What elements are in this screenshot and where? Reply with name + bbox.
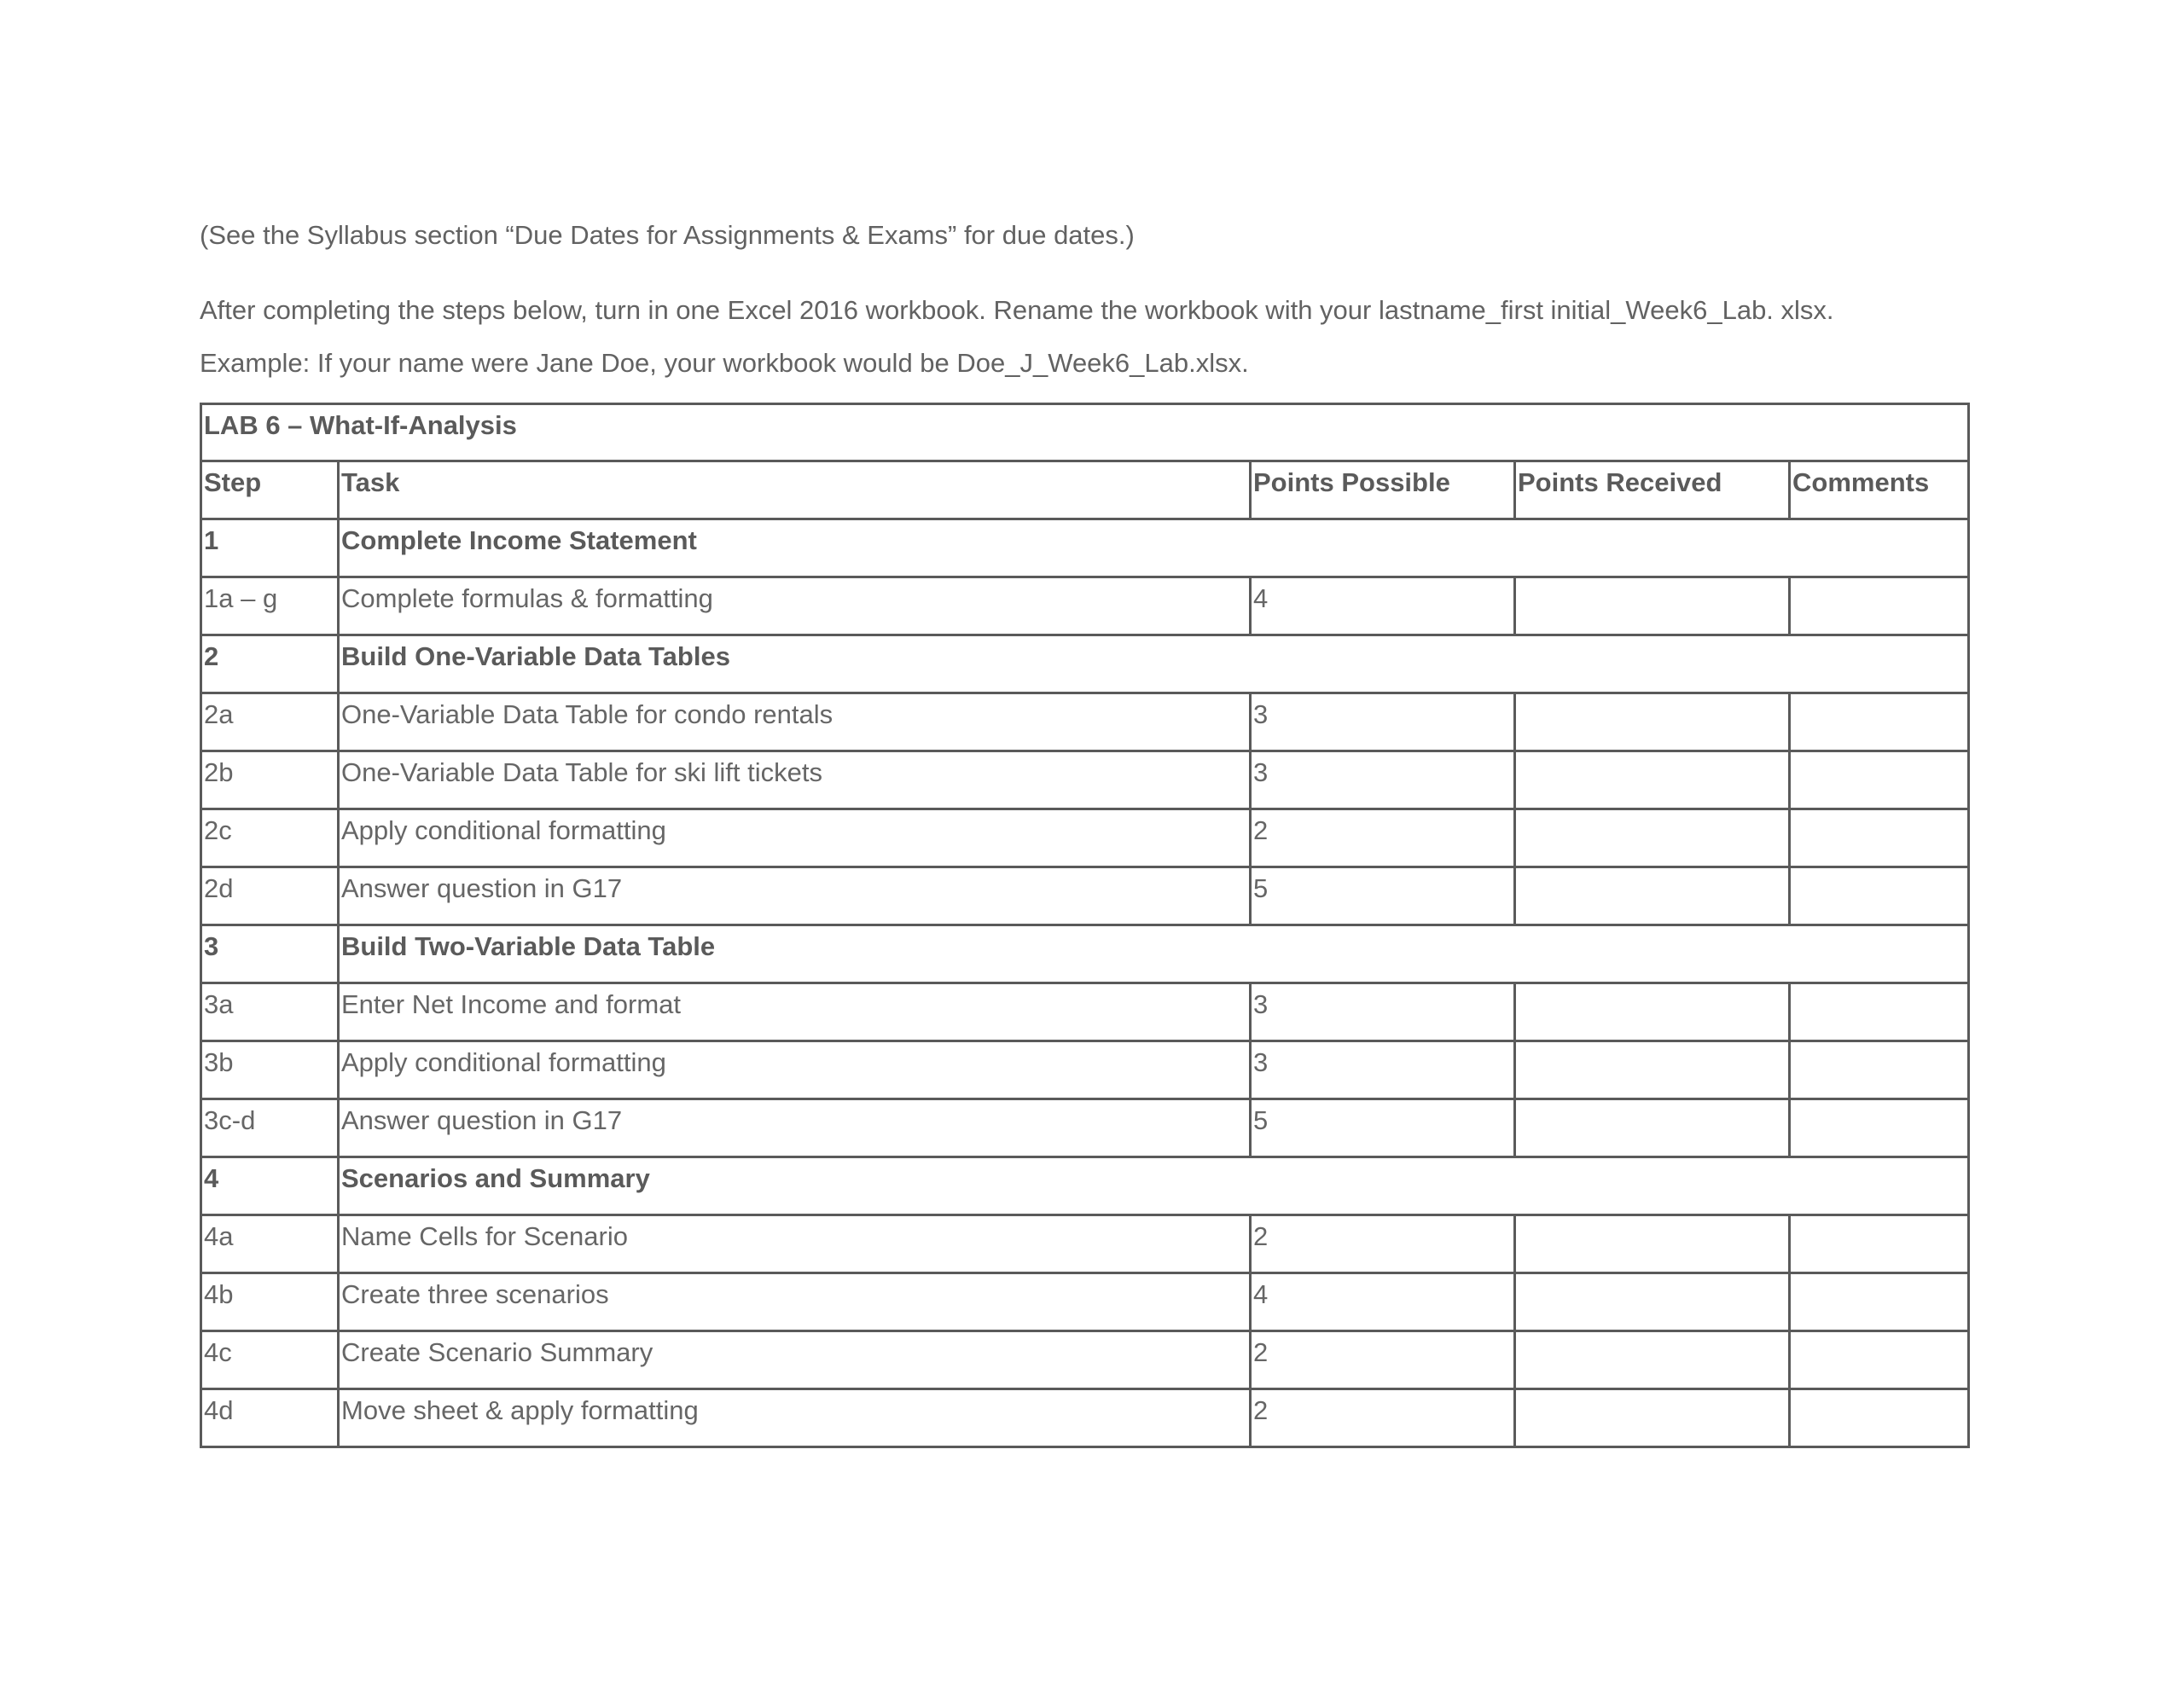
header-points-possible: Points Possible bbox=[1253, 467, 1450, 497]
header-comments: Comments bbox=[1792, 467, 1930, 497]
section-title: Build One-Variable Data Tables bbox=[341, 641, 730, 671]
points-received-cell bbox=[1515, 1215, 1790, 1273]
task-description-cell bbox=[339, 1389, 1251, 1447]
task-description: Create Scenario Summary bbox=[341, 1337, 653, 1367]
task-step: 3c-d bbox=[204, 1105, 256, 1135]
points-possible-cell bbox=[1251, 1389, 1515, 1447]
points-possible: 2 bbox=[1253, 1221, 1269, 1251]
section-row bbox=[201, 519, 1969, 577]
filename-example: Example: If your name were Jane Doe, your workbook would be Doe_J_Week6_Lab.xlsx. bbox=[200, 348, 1249, 378]
task-row bbox=[201, 983, 1969, 1041]
task-description-cell bbox=[339, 867, 1251, 925]
rubric-header-row bbox=[201, 461, 1969, 519]
points-received-cell bbox=[1515, 809, 1790, 867]
section-step-cell bbox=[201, 635, 339, 693]
task-step-cell bbox=[201, 1041, 339, 1099]
task-step-cell bbox=[201, 1389, 339, 1447]
points-received-cell bbox=[1515, 577, 1790, 635]
points-received-cell bbox=[1515, 1273, 1790, 1331]
task-description-cell bbox=[339, 1215, 1251, 1273]
points-received-cell bbox=[1515, 867, 1790, 925]
task-description-cell bbox=[339, 1331, 1251, 1389]
task-step-cell bbox=[201, 1215, 339, 1273]
task-row bbox=[201, 867, 1969, 925]
section-row bbox=[201, 635, 1969, 693]
task-step-cell bbox=[201, 1099, 339, 1157]
header-step-cell bbox=[201, 461, 339, 519]
section-title: Build Two-Variable Data Table bbox=[341, 931, 716, 961]
task-row bbox=[201, 751, 1969, 809]
task-description-cell bbox=[339, 983, 1251, 1041]
points-possible-cell bbox=[1251, 577, 1515, 635]
task-row bbox=[201, 1215, 1969, 1273]
points-possible: 2 bbox=[1253, 815, 1269, 845]
header-task: Task bbox=[341, 467, 400, 497]
section-title-cell bbox=[339, 1157, 1969, 1215]
task-row bbox=[201, 1041, 1969, 1099]
points-possible: 3 bbox=[1253, 1047, 1269, 1077]
task-step: 2d bbox=[204, 873, 234, 903]
points-possible: 3 bbox=[1253, 757, 1269, 787]
task-row bbox=[201, 809, 1969, 867]
task-step: 3b bbox=[204, 1047, 234, 1077]
task-description-cell bbox=[339, 1273, 1251, 1331]
task-description: Apply conditional formatting bbox=[341, 815, 666, 845]
points-possible-cell bbox=[1251, 867, 1515, 925]
section-step-cell bbox=[201, 1157, 339, 1215]
task-step-cell bbox=[201, 1273, 339, 1331]
points-received-cell bbox=[1515, 1041, 1790, 1099]
header-points-received-cell bbox=[1515, 461, 1790, 519]
points-possible: 2 bbox=[1253, 1395, 1269, 1425]
task-step: 3a bbox=[204, 989, 234, 1019]
task-description-cell bbox=[339, 751, 1251, 809]
points-received-cell bbox=[1515, 693, 1790, 751]
comments-cell bbox=[1790, 1331, 1969, 1389]
points-possible-cell bbox=[1251, 751, 1515, 809]
task-step-cell bbox=[201, 751, 339, 809]
task-description: One-Variable Data Table for ski lift tickets bbox=[341, 757, 822, 787]
section-title: Complete Income Statement bbox=[341, 525, 697, 555]
points-possible: 4 bbox=[1253, 1279, 1269, 1309]
comments-cell bbox=[1790, 751, 1969, 809]
task-step-cell bbox=[201, 693, 339, 751]
task-row bbox=[201, 1273, 1969, 1331]
task-step-cell bbox=[201, 809, 339, 867]
comments-cell bbox=[1790, 1273, 1969, 1331]
points-possible-cell bbox=[1251, 1273, 1515, 1331]
task-step: 4b bbox=[204, 1279, 234, 1309]
header-comments-cell bbox=[1790, 461, 1969, 519]
task-description: Complete formulas & formatting bbox=[341, 583, 713, 613]
points-possible: 4 bbox=[1253, 583, 1269, 613]
points-possible: 5 bbox=[1253, 873, 1269, 903]
task-description: Move sheet & apply formatting bbox=[341, 1395, 699, 1425]
grading-rubric-table bbox=[200, 403, 1970, 1448]
points-received-cell bbox=[1515, 1099, 1790, 1157]
section-step-cell bbox=[201, 519, 339, 577]
task-step: 2b bbox=[204, 757, 234, 787]
points-possible-cell bbox=[1251, 1215, 1515, 1273]
task-description: Enter Net Income and format bbox=[341, 989, 682, 1019]
section-step: 2 bbox=[204, 641, 219, 671]
points-possible-cell bbox=[1251, 693, 1515, 751]
task-row bbox=[201, 577, 1969, 635]
task-description: Name Cells for Scenario bbox=[341, 1221, 628, 1251]
task-row bbox=[201, 693, 1969, 751]
comments-cell bbox=[1790, 867, 1969, 925]
points-possible-cell bbox=[1251, 1041, 1515, 1099]
comments-cell bbox=[1790, 1099, 1969, 1157]
section-step-cell bbox=[201, 925, 339, 983]
section-title: Scenarios and Summary bbox=[341, 1163, 650, 1193]
points-possible-cell bbox=[1251, 809, 1515, 867]
comments-cell bbox=[1790, 1041, 1969, 1099]
points-possible: 2 bbox=[1253, 1337, 1269, 1367]
task-description: Create three scenarios bbox=[341, 1279, 609, 1309]
task-step-cell bbox=[201, 577, 339, 635]
comments-cell bbox=[1790, 693, 1969, 751]
due-dates-note: (See the Syllabus section “Due Dates for Assignments & Exams” for due dates.) bbox=[200, 220, 1135, 250]
header-task-cell bbox=[339, 461, 1251, 519]
task-description-cell bbox=[339, 693, 1251, 751]
task-step-cell bbox=[201, 867, 339, 925]
points-received-cell bbox=[1515, 983, 1790, 1041]
points-possible: 3 bbox=[1253, 699, 1269, 729]
task-description: One-Variable Data Table for condo rentals bbox=[341, 699, 834, 729]
task-description-cell bbox=[339, 809, 1251, 867]
section-title-cell bbox=[339, 519, 1969, 577]
comments-cell bbox=[1790, 809, 1969, 867]
comments-cell bbox=[1790, 1389, 1969, 1447]
rubric-title-cell bbox=[201, 404, 1969, 461]
header-step: Step bbox=[204, 467, 262, 497]
points-possible-cell bbox=[1251, 1099, 1515, 1157]
rubric-title: LAB 6 – What-If-Analysis bbox=[204, 410, 517, 440]
comments-cell bbox=[1790, 983, 1969, 1041]
task-step: 2c bbox=[204, 815, 232, 845]
comments-cell bbox=[1790, 577, 1969, 635]
points-possible-cell bbox=[1251, 1331, 1515, 1389]
points-possible: 3 bbox=[1253, 989, 1269, 1019]
points-possible-cell bbox=[1251, 983, 1515, 1041]
rubric-title-row bbox=[201, 404, 1969, 461]
task-description: Answer question in G17 bbox=[341, 1105, 623, 1135]
section-row bbox=[201, 925, 1969, 983]
section-step: 3 bbox=[204, 931, 219, 961]
task-description-cell bbox=[339, 1099, 1251, 1157]
points-received-cell bbox=[1515, 751, 1790, 809]
task-step: 4c bbox=[204, 1337, 232, 1367]
comments-cell bbox=[1790, 1215, 1969, 1273]
task-description: Answer question in G17 bbox=[341, 873, 623, 903]
section-step: 4 bbox=[204, 1163, 219, 1193]
section-step: 1 bbox=[204, 525, 219, 555]
section-row bbox=[201, 1157, 1969, 1215]
points-received-cell bbox=[1515, 1389, 1790, 1447]
task-step: 2a bbox=[204, 699, 234, 729]
task-step: 4a bbox=[204, 1221, 234, 1251]
task-row bbox=[201, 1331, 1969, 1389]
task-description-cell bbox=[339, 577, 1251, 635]
header-points-possible-cell bbox=[1251, 461, 1515, 519]
section-title-cell bbox=[339, 925, 1969, 983]
task-description: Apply conditional formatting bbox=[341, 1047, 666, 1077]
header-points-received: Points Received bbox=[1518, 467, 1722, 497]
task-step-cell bbox=[201, 1331, 339, 1389]
points-possible: 5 bbox=[1253, 1105, 1269, 1135]
task-step-cell bbox=[201, 983, 339, 1041]
task-row bbox=[201, 1389, 1969, 1447]
task-description-cell bbox=[339, 1041, 1251, 1099]
task-step: 4d bbox=[204, 1395, 234, 1425]
task-step: 1a – g bbox=[204, 583, 278, 613]
points-received-cell bbox=[1515, 1331, 1790, 1389]
submission-instructions: After completing the steps below, turn in one Excel 2016 workbook. Rename the workbook with your lastname_first initial_Week6_Lab. xlsx. bbox=[200, 295, 1834, 325]
task-row bbox=[201, 1099, 1969, 1157]
section-title-cell bbox=[339, 635, 1969, 693]
